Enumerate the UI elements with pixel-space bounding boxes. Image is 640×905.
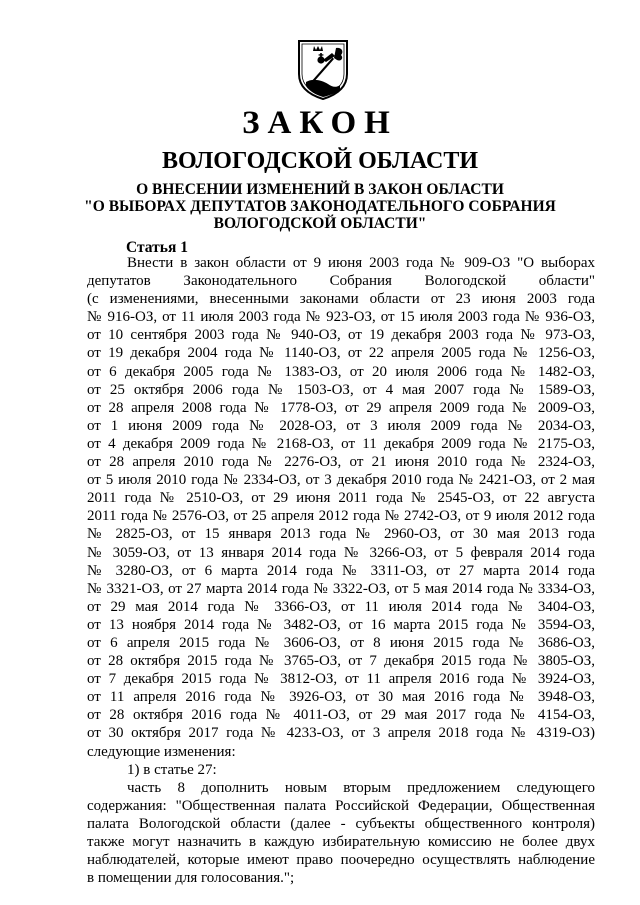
body-line: от 11 апреля 2016 года № 3926-ОЗ, от 30 мая 2016 года № 3948-ОЗ, <box>87 689 595 706</box>
heading-line: ВОЛОГОДСКОЙ ОБЛАСТИ" <box>213 215 427 232</box>
heading-line: О ВНЕСЕНИИ ИЗМЕНЕНИЙ В ЗАКОН ОБЛАСТИ <box>136 181 504 198</box>
region-title: ВОЛОГОДСКОЙ ОБЛАСТИ <box>161 148 479 174</box>
body-line: от 10 сентября 2003 года № 940-ОЗ, от 19 декабря 2003 года № 973-ОЗ, <box>87 327 595 344</box>
body-line: № 3280-ОЗ, от 6 марта 2014 года № 3311-ОЗ, от 27 марта 2014 года <box>87 562 595 579</box>
body-line: от 28 апреля 2010 года № 2276-ОЗ, от 21 июня 2010 года № 2324-ОЗ, <box>87 454 595 471</box>
body-line: Внести в закон области от 9 июня 2003 года № 909-ОЗ "О выборах <box>127 255 595 271</box>
heading-line: "О ВЫБОРАХ ДЕПУТАТОВ ЗАКОНОДАТЕЛЬНОГО СОБРАНИЯ <box>84 198 556 215</box>
body-line: депутатов Законодательного Собрания Вологодской области" <box>87 273 595 290</box>
body-line: часть 8 дополнить новым вторым предложением следующего <box>127 779 595 796</box>
body-line: следующие изменения: <box>87 743 236 760</box>
body-line: от 6 апреля 2015 года № 3606-ОЗ, от 8 июня 2015 года № 3686-ОЗ, <box>87 634 595 651</box>
body-line: № 2825-ОЗ, от 15 января 2013 года № 2960-ОЗ, от 30 мая 2013 года <box>87 526 595 543</box>
body-line: наблюдателей, которые имеют право поочередно осуществлять наблюдение <box>87 852 595 869</box>
article-title: Статья 1 <box>126 239 188 256</box>
body-line: № 916-ОЗ, от 11 июля 2003 года № 923-ОЗ, от 15 июля 2003 года № 936-ОЗ, <box>87 309 595 326</box>
body-line: также могут назначить в каждую избирательную комиссию не более двух <box>87 834 595 850</box>
body-line: от 19 декабря 2004 года № 1140-ОЗ, от 22 апреля 2005 года № 1256-ОЗ, <box>87 345 595 362</box>
body-line: 2011 года № 2576-ОЗ, от 25 апреля 2012 года № 2742-ОЗ, от 9 июля 2012 года <box>87 508 595 525</box>
body-line: от 1 июня 2009 года № 2028-ОЗ, от 3 июля 2009 года № 2034-ОЗ, <box>87 417 595 434</box>
body-line: от 30 октября 2017 года № 4233-ОЗ, от 3 апреля 2018 года № 4319-ОЗ) <box>87 725 595 742</box>
body-line: от 29 мая 2014 года № 3366-ОЗ, от 11 июля 2014 года № 3404-ОЗ, <box>87 598 595 615</box>
body-line: от 28 октября 2015 года № 3765-ОЗ, от 7 декабря 2015 года № 3805-ОЗ, <box>87 653 595 670</box>
body-line: от 25 октября 2006 года № 1503-ОЗ, от 4 мая 2007 года № 1589-ОЗ, <box>87 381 595 398</box>
body-line: палата Вологодской области (далее - субъекты общественного контроля) <box>87 815 595 832</box>
law-heading <box>0 181 640 232</box>
law-title: ЗАКОН <box>242 105 398 141</box>
body-line: содержания: "Общественная палата Российской Федерации, Общественная <box>87 797 595 814</box>
vologda-coat-of-arms-icon <box>296 38 350 100</box>
body-line: от 6 декабря 2005 года № 1383-ОЗ, от 20 июля 2006 года № 1482-ОЗ, <box>87 363 595 380</box>
body-line: от 28 октября 2016 года № 4011-ОЗ, от 29 мая 2017 года № 4154-ОЗ, <box>87 707 595 724</box>
body-line: от 28 апреля 2008 года № 1778-ОЗ, от 29 апреля 2009 года № 2009-ОЗ, <box>87 399 595 416</box>
body-line: 2011 года № 2510-ОЗ, от 29 июня 2011 года № 2545-ОЗ, от 22 августа <box>87 490 595 507</box>
body-line: № 3321-ОЗ, от 27 марта 2014 года № 3322-ОЗ, от 5 мая 2014 года № 3334-ОЗ, <box>87 580 595 597</box>
body-line: от 7 декабря 2015 года № 3812-ОЗ, от 11 апреля 2016 года № 3924-ОЗ, <box>87 671 595 688</box>
body-line: № 3059-ОЗ, от 13 января 2014 года № 3266-ОЗ, от 5 февраля 2014 года <box>87 544 595 561</box>
body-line: (с изменениями, внесенными законами области от 23 июня 2003 года <box>87 291 595 308</box>
article-body <box>87 254 595 887</box>
body-line: от 5 июля 2010 года № 2334-ОЗ, от 3 декабря 2010 года № 2421-ОЗ, от 2 мая <box>87 472 595 489</box>
body-line: в помещении для голосования."; <box>87 870 295 887</box>
body-line: от 4 декабря 2009 года № 2168-ОЗ, от 11 декабря 2009 года № 2175-ОЗ, <box>87 435 595 452</box>
body-line: 1) в статье 27: <box>127 761 217 778</box>
body-line: от 13 ноября 2014 года № 3482-ОЗ, от 16 марта 2015 года № 3594-ОЗ, <box>87 616 595 633</box>
